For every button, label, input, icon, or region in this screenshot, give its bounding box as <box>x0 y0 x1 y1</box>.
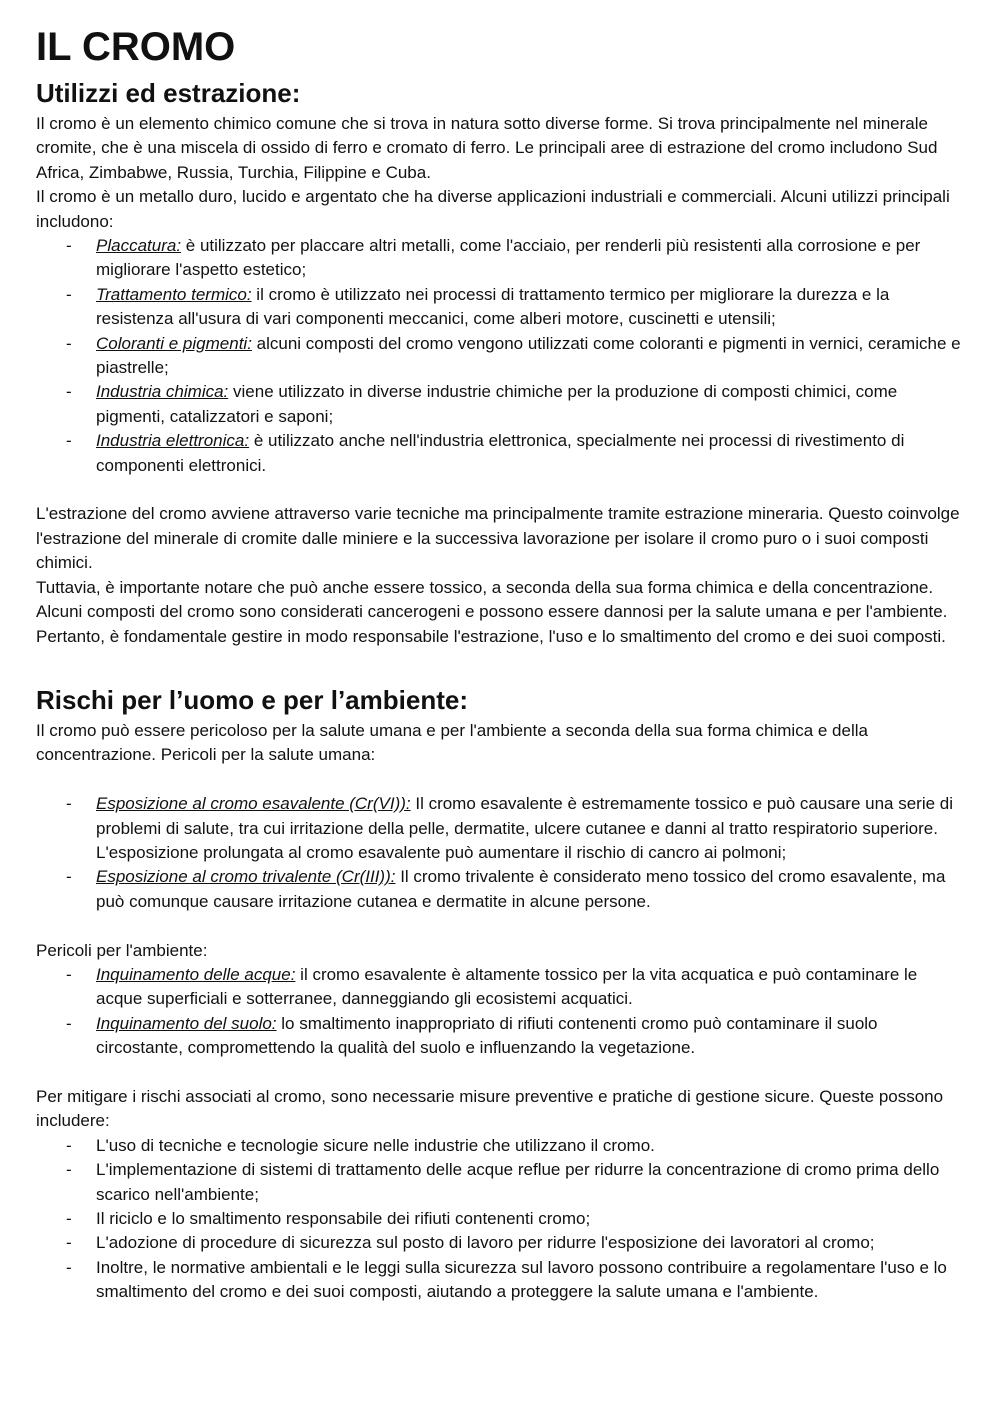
list-item <box>36 1134 966 1158</box>
list-item-text: L'implementazione di sistemi di trattamento delle acque reflue per ridurre la concentrazione di cromo prima dello scarico nell'ambiente; <box>96 1160 940 1204</box>
list-item-text: è utilizzato per placcare altri metalli, come l'acciaio, per renderli più resistenti alla corrosione e per migliorare l'aspetto estetico; <box>96 236 921 280</box>
paragraph-risks-intro: Il cromo può essere pericoloso per la salute umana e per l'ambiente a seconda della sua forma chimica e della concentrazione. Pericoli per la salute umana: <box>36 720 868 765</box>
list-item-text: lo smaltimento inappropriato di rifiuti contenenti cromo può contaminare il suolo circostante, compromettendo la qualità del suolo e influenzando la vegetazione. <box>96 1013 878 1058</box>
section-heading-risks: Rischi per l’uomo e per l’ambiente: <box>36 684 468 715</box>
list-item-term: Esposizione al cromo esavalente (Cr(VI)): <box>96 794 411 814</box>
bullet-dash: - <box>66 1013 72 1033</box>
list-item <box>36 1012 966 1061</box>
list-item-term: Inquinamento delle acque: <box>96 964 296 984</box>
bullet-dash: - <box>66 867 72 887</box>
list-item <box>36 380 966 429</box>
list-item-term: Industria elettronica: <box>96 431 250 451</box>
mitigation-list <box>36 1134 966 1305</box>
list-item <box>36 1256 966 1305</box>
bullet-dash: - <box>66 964 72 984</box>
list-item <box>36 865 966 914</box>
list-item <box>36 283 966 332</box>
list-item <box>36 429 966 478</box>
bullet-dash: - <box>66 284 72 304</box>
paragraph-intro-occurrence: Il cromo è un elemento chimico comune che si trova in natura sotto diverse forme. Si trova principalmente nel minerale cromite, che è una miscela di ossido di ferro e cromato di ferro. Le principali aree di estrazione del cromo includono Sud Africa, Zimbabwe, Russia, Turchia, Filippine e Cuba. <box>36 114 938 182</box>
uses-list <box>36 234 966 478</box>
bullet-dash: - <box>66 794 72 814</box>
bullet-dash: - <box>66 431 72 451</box>
paragraph-intro-uses: Il cromo è un metallo duro, lucido e argentato che ha diverse applicazioni industriali e commerciali. Alcuni utilizzi principali includono: <box>36 187 950 231</box>
list-item <box>36 963 966 1012</box>
list-item-term: Placcatura: <box>96 236 182 256</box>
list-item <box>36 1158 966 1207</box>
bullet-dash: - <box>66 382 72 402</box>
list-item-text: è utilizzato anche nell'industria elettronica, specialmente nei processi di rivestimento di componenti elettronici. <box>96 431 905 475</box>
health-risks-list <box>36 792 966 914</box>
list-item-text: Inoltre, le normative ambientali e le leggi sulla sicurezza sul lavoro possono contribuire a regolamentare l'uso e lo smaltimento del cromo e dei suoi composti, aiutando a proteggere la salute umana e l'ambiente. <box>96 1257 947 1302</box>
bullet-dash: - <box>66 1209 72 1228</box>
list-item-text: Il cromo esavalente è estremamente tossico e può causare una serie di problemi di salute, tra cui irritazione della pelle, dermatite, ulcere cutanee e danni al tratto respiratorio superiore. L'esposizione prolungata al cromo esavalente può aumentare il rischio di cancro ai polmoni; <box>96 794 954 862</box>
section-heading-uses: Utilizzi ed estrazione: <box>36 78 301 108</box>
environment-risks-list <box>36 963 966 1061</box>
paragraph-toxicity: Tuttavia, è importante notare che può anche essere tossico, a seconda della sua forma chimica e della concentrazione. Alcuni composti del cromo sono considerati cancerogeni e possono essere dannosi per la salute umana e per l'ambiente. Pertanto, è fondamentale gestire in modo responsabile l'estrazione, l'uso e lo smaltimento del cromo e dei suoi composti. <box>36 577 948 646</box>
document-title: IL CROMO <box>36 25 236 69</box>
list-item-text: il cromo è utilizzato nei processi di trattamento termico per migliorare la durezza e la resistenza all'usura di vari componenti meccanici, come alberi motore, cuscinetti e utensili; <box>96 284 890 329</box>
list-item-term: Esposizione al cromo trivalente (Cr(III)): <box>96 867 396 887</box>
list-item-term: Coloranti e pigmenti: <box>96 333 252 353</box>
list-item-term: Industria chimica: <box>96 382 229 402</box>
list-item-term: Inquinamento del suolo: <box>96 1013 277 1033</box>
bullet-dash: - <box>66 236 72 256</box>
list-item <box>36 1207 966 1231</box>
list-item <box>36 792 966 865</box>
list-item-term: Trattamento termico: <box>96 284 252 304</box>
list-item-text: L'adozione di procedure di sicurezza sul posto di lavoro per ridurre l'esposizione dei lavoratori al cromo; <box>96 1233 875 1253</box>
list-item-text: viene utilizzato in diverse industrie chimiche per la produzione di composti chimici, come pigmenti, catalizzatori e saponi; <box>96 382 898 426</box>
bullet-dash: - <box>66 1160 72 1180</box>
list-item-text: il cromo esavalente è altamente tossico per la vita acquatica e può contaminare le acque superficiali e sotterranee, danneggiando gli ecosistemi acquatici. <box>96 964 918 1009</box>
spacer <box>36 478 966 502</box>
list-item-text: Il cromo trivalente è considerato meno tossico del cromo esavalente, ma può comunque causare irritazione cutanea e dermatite in alcune persone. <box>96 867 946 911</box>
list-item-text: L'uso di tecniche e tecnologie sicure nelle industrie che utilizzano il cromo. <box>96 1135 655 1155</box>
spacer <box>36 1061 966 1085</box>
list-item-text: Il riciclo e lo smaltimento responsabile dei rifiuti contenenti cromo; <box>96 1209 591 1228</box>
list-item <box>36 332 966 381</box>
bullet-dash: - <box>66 1233 72 1253</box>
spacer <box>36 914 966 938</box>
bullet-dash: - <box>66 333 72 353</box>
list-item <box>36 1231 966 1255</box>
spacer <box>36 768 966 792</box>
paragraph-env-intro: Pericoli per l'ambiente: <box>36 940 208 960</box>
list-item <box>36 234 966 283</box>
paragraph-mitigation-intro: Per mitigare i rischi associati al cromo, sono necessarie misure preventive e pratiche di gestione sicure. Queste possono includere: <box>36 1086 944 1131</box>
list-item-text: alcuni composti del cromo vengono utilizzati come coloranti e pigmenti in vernici, ceramiche e piastrelle; <box>96 333 961 378</box>
document-page <box>36 22 966 1305</box>
paragraph-extraction: L'estrazione del cromo avviene attraverso varie tecniche ma principalmente tramite estrazione mineraria. Questo coinvolge l'estrazione del minerale di cromite dalle miniere e la successiva lavorazione per isolare il cromo puro o i suoi composti chimici. <box>36 504 960 573</box>
bullet-dash: - <box>66 1257 72 1277</box>
bullet-dash: - <box>66 1135 72 1155</box>
